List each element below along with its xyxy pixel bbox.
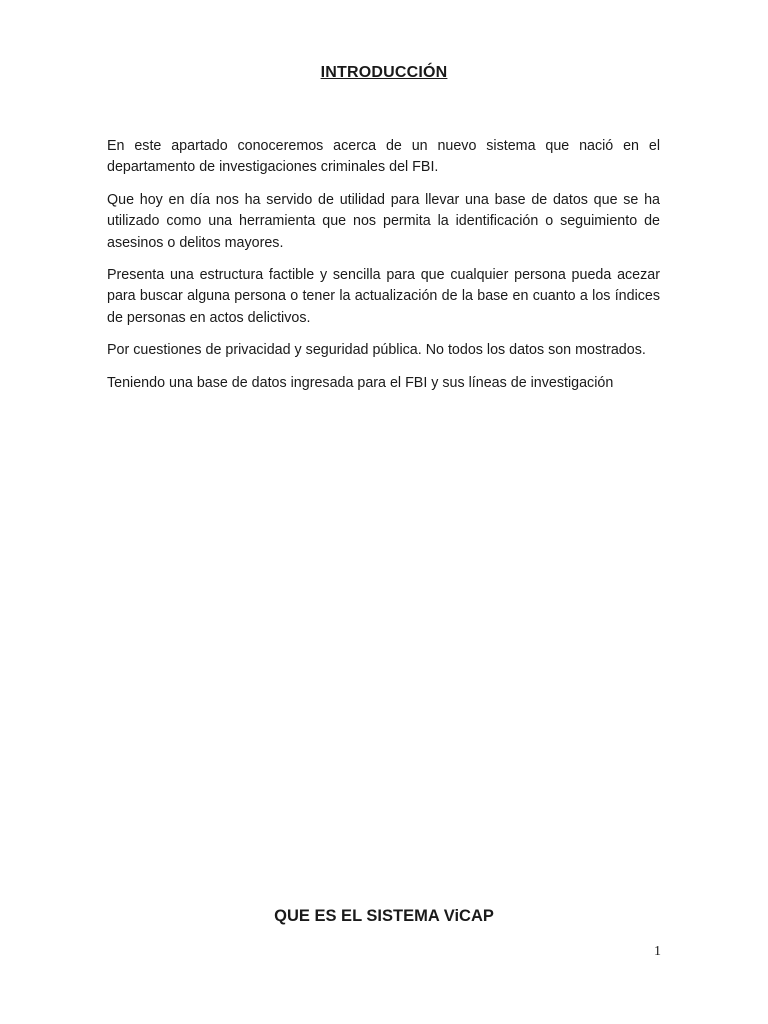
paragraph-structure: Presenta una estructura factible y sencilla para que cualquier persona pueda acezar para buscar alguna persona o tener la actualización de la base en cuanto a los índices de personas en actos delictivos. [107, 267, 660, 326]
paragraph-privacy: Por cuestiones de privacidad y seguridad pública. No todos los datos son mostrados. [107, 342, 646, 359]
paragraph-database: Teniendo una base de datos ingresada para el FBI y sus líneas de investigación [107, 374, 614, 391]
paragraph-intro: En este apartado conoceremos acerca de un nuevo sistema que nació en el departamento de investigaciones criminales del FBI. [107, 138, 660, 176]
page-title: INTRODUCCIÓN [320, 64, 448, 81]
body-text [107, 136, 660, 405]
section-heading: QUE ES EL SISTEMA ViCAP [274, 907, 494, 925]
page-number: 1 [654, 944, 661, 959]
paragraph-utility: Que hoy en día nos ha servido de utilidad para llevar una base de datos que se ha utilizado como una herramienta que nos permita la identificación o seguimiento de asesinos o delitos mayores. [107, 191, 660, 251]
